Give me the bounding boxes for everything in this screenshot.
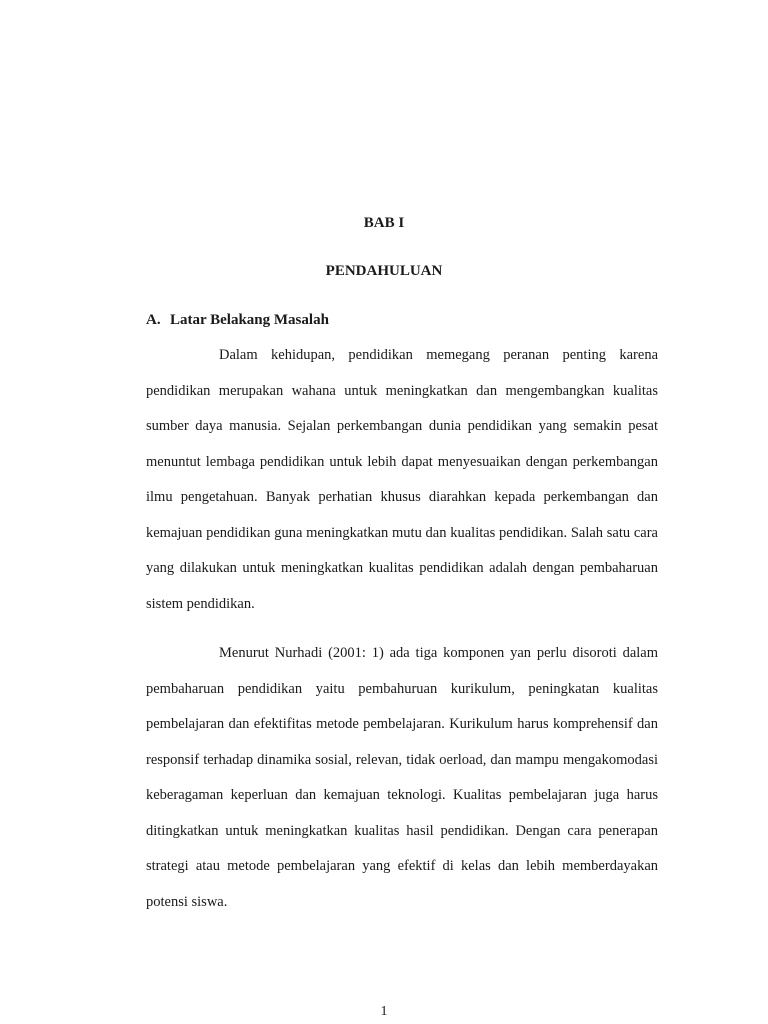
paragraph-1: Dalam kehidupan, pendidikan memegang peranan penting karena pendidikan merupakan wahana untuk meningkatkan dan mengembangkan kualitas sumber daya manusia. Sejalan perkembangan dunia pendidikan yang semakin pesat menuntut lembaga pendidikan untuk lebih dapat menyesuaikan dengan perkembangan ilmu pengetahuan. Banyak perhatian khusus diarahkan kepada perkembangan dan kemajuan pendidikan guna meningkatkan mutu dan kualitas pendidikan. Salah satu cara yang dilakukan untuk meningkatkan kualitas pendidikan adalah dengan pembaharuan sistem pendidikan. <box>146 347 658 612</box>
page-number: 1 <box>380 1004 388 1019</box>
section-heading <box>146 312 329 329</box>
paragraph-2: Menurut Nurhadi (2001: 1) ada tiga komponen yan perlu disoroti dalam pembaharuan pendidikan yaitu pembahuruan kurikulum, peningkatan kualitas pembelajaran dan efektifitas metode pembelajaran. Kurikulum harus komprehensif dan responsif terhadap dinamika sosial, relevan, tidak oerload, dan mampu mengakomodasi keberagaman keperluan dan kemajuan teknologi. Kualitas pembelajaran juga harus ditingkatkan untuk meningkatkan kualitas hasil pendidikan. Dengan cara penerapan strategi atau metode pembelajaran yang efektif di kelas dan lebih memberdayakan potensi siswa. <box>146 645 658 910</box>
section-letter: A. <box>146 312 161 328</box>
chapter-label: BAB I <box>363 215 405 231</box>
chapter-title: PENDAHULUAN <box>325 263 443 279</box>
section-heading-text: Latar Belakang Masalah <box>170 312 329 328</box>
